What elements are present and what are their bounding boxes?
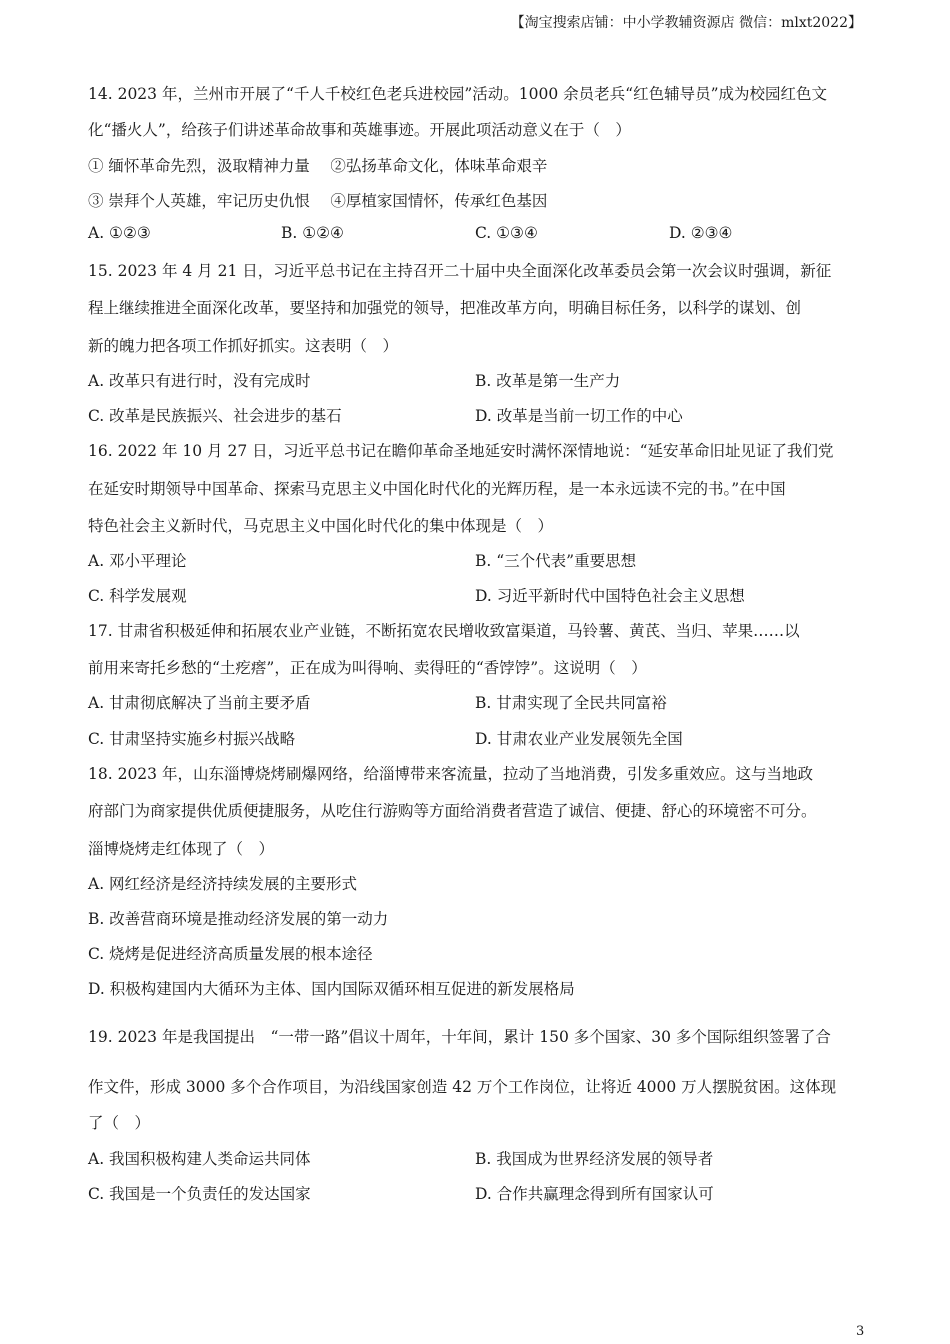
option-c: C. 我国是一个负责任的发达国家 bbox=[88, 1185, 311, 1203]
question-stem-line: 17. 甘肃省积极延伸和拓展农业产业链，不断拓宽农民增收致富渠道，马铃薯、黄芪、当归、苹果……以 bbox=[88, 622, 800, 640]
option-d: D. 积极构建国内大循环为主体、国内国际双循环相互促进的新发展格局 bbox=[88, 980, 575, 998]
option-b: B. 甘肃实现了全民共同富裕 bbox=[475, 694, 667, 712]
option-b: B. 我国成为世界经济发展的领导者 bbox=[475, 1150, 714, 1168]
option-d: D. 甘肃农业产业发展领先全国 bbox=[475, 730, 683, 748]
option-c: C. 改革是民族振兴、社会进步的基石 bbox=[88, 407, 342, 425]
question-stem-line: 14. 2023 年，兰州市开展了“千人千校红色老兵进校园”活动。1000 余员老兵“红色辅导员”成为校园红色文 bbox=[88, 85, 828, 103]
option-c: C. ①③④ bbox=[475, 224, 538, 242]
question-stem-line: 新的魄力把各项工作抓好抓实。这表明（ ） bbox=[88, 337, 399, 355]
option-d: D. 合作共赢理念得到所有国家认可 bbox=[475, 1185, 714, 1203]
question-stem-line: 前用来寄托乡愁的“土疙瘩”，正在成为叫得响、卖得旺的“香饽饽”。这说明（ ） bbox=[88, 659, 647, 677]
option-d: D. 习近平新时代中国特色社会主义思想 bbox=[475, 587, 745, 605]
option-b: B. 改革是第一生产力 bbox=[475, 372, 621, 390]
option-a: A. 网红经济是经济持续发展的主要形式 bbox=[88, 875, 358, 893]
option-a: A. 改革只有进行时，没有完成时 bbox=[88, 372, 311, 390]
option-a: A. 甘肃彻底解决了当前主要矛盾 bbox=[88, 694, 311, 712]
option-b: B. ①②④ bbox=[281, 224, 344, 242]
question-stem-line: 程上继续推进全面深化改革，要坚持和加强党的领导，把准改革方向，明确目标任务，以科学的谋划、创 bbox=[88, 299, 802, 317]
question-stem-line: 15. 2023 年 4 月 21 日，习近平总书记在主持召开二十届中央全面深化改革委员会第一次会议时强调，新征 bbox=[88, 262, 832, 280]
option-b: B. 改善营商环境是推动经济发展的第一动力 bbox=[88, 910, 389, 928]
question-stem-line: 18. 2023 年，山东淄博烧烤刷爆网络，给淄博带来客流量，拉动了当地消费，引发多重效应。这与当地政 bbox=[88, 765, 813, 783]
question-stem-line: 16. 2022 年 10 月 27 日，习近平总书记在瞻仰革命圣地延安时满怀深情地说：“延安革命旧址见证了我们党 bbox=[88, 442, 834, 460]
option-d: D. 改革是当前一切工作的中心 bbox=[475, 407, 683, 425]
question-stem-line: 19. 2023 年是我国提出 “一带一路”倡议十周年，十年间，累计 150 多个国家、30 多个国际组织签署了合 bbox=[88, 1028, 831, 1046]
option-a: A. ①②③ bbox=[88, 224, 151, 242]
option-a: A. 邓小平理论 bbox=[88, 552, 187, 570]
option-c: C. 科学发展观 bbox=[88, 587, 187, 605]
question-stem-line: 化“播火人”，给孩子们讲述革命故事和英雄事迹。开展此项活动意义在于（ ） bbox=[88, 121, 631, 139]
page-header: 【淘宝搜索店铺：中小学教辅资源店 微信：mlxt2022】 bbox=[510, 15, 862, 31]
question-stem-line: 淄博烧烤走红体现了（ ） bbox=[88, 840, 275, 858]
option-c: C. 甘肃坚持实施乡村振兴战略 bbox=[88, 730, 296, 748]
option-a: A. 我国积极构建人类命运共同体 bbox=[88, 1150, 311, 1168]
question-stem-line: 特色社会主义新时代，马克思主义中国化时代化的集中体现是（ ） bbox=[88, 517, 554, 535]
statement-line: ① 缅怀革命先烈，汲取精神力量 ②弘扬革命文化，体味革命艰辛 bbox=[88, 157, 548, 175]
statement-line: ③ 崇拜个人英雄，牢记历史仇恨 ④厚植家国情怀，传承红色基因 bbox=[88, 192, 548, 210]
question-stem-line: 作文件，形成 3000 多个合作项目，为沿线国家创造 42 万个工作岗位，让将近 4000 万人摆脱贫困。这体现 bbox=[88, 1078, 837, 1096]
option-c: C. 烧烤是促进经济高质量发展的根本途径 bbox=[88, 945, 373, 963]
question-stem-line: 了（ ） bbox=[88, 1114, 151, 1132]
page-number: 3 bbox=[856, 1324, 865, 1339]
option-d: D. ②③④ bbox=[669, 224, 733, 242]
option-b: B. “三个代表”重要思想 bbox=[475, 552, 637, 570]
question-stem-line: 在延安时期领导中国革命、探索马克思主义中国化时代化的光辉历程，是一本永远读不完的书。”在中国 bbox=[88, 480, 786, 498]
question-stem-line: 府部门为商家提供优质便捷服务，从吃住行游购等方面给消费者营造了诚信、便捷、舒心的环境密不可分。 bbox=[88, 802, 817, 820]
